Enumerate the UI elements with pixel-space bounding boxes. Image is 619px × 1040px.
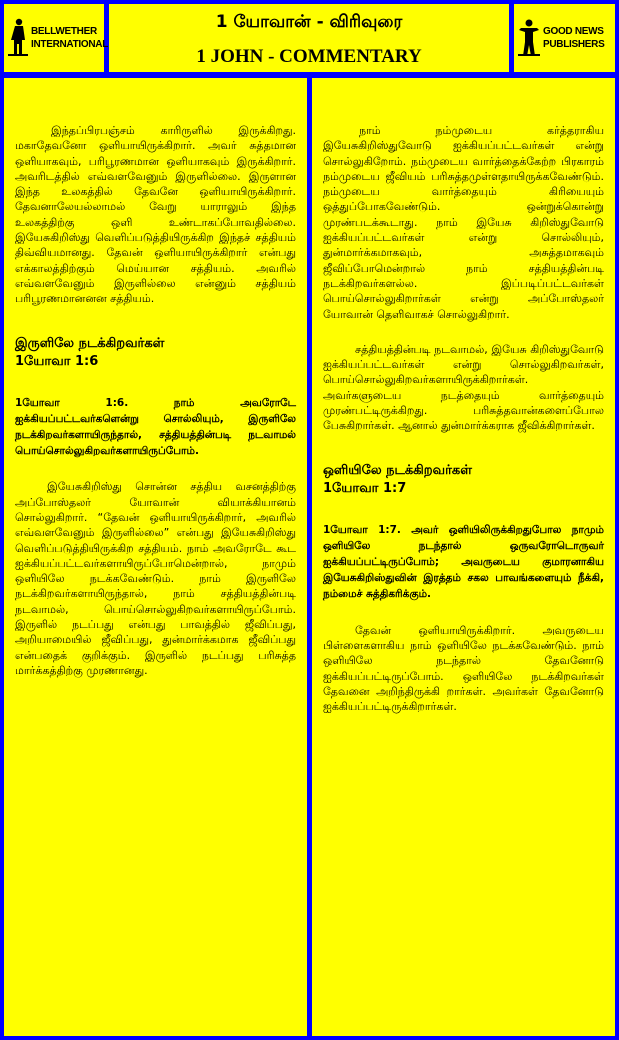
good-news-figure-icon <box>518 18 540 58</box>
right-heading-line2: 1யோவா 1:7 <box>323 480 407 496</box>
good-news-wordmark <box>543 25 604 51</box>
left-paragraph-1: இந்தப்பிரபஞ்சம் காரிருளில் இருக்கிறது. மகாதேவனோ ஒளியாயிருக்கிறார். அவர் சுத்தமான ஒளியாகவும், பரிபூரணமான ஒளியாகவும் இருக்கிறார். அவரிடத்தில் எவ்வளவேனும் இருளில்லை. இருளான இந்த உலகத்தில் தேவனே ஒளியாயிருக்கிறார். தேவனாலேயல்லாமல் வேறு யாராலும் இந்த உலகத்திற்கு ஒளி உண்டாகப்போவதில்லை. இயேசுகிறிஸ்து வெளிப்படுத்தியிருக்கிற இந்தச் சத்தியம் திவ்வியமானது. தேவன் ஒளியாயிருக்கிறார் என்பது எக்காலத்திற்கும் மெய்யான சத்தியம். அவரில் எவ்வளவேனும் இருளில்லை என்னும் சத்தியம் பரிபூரணமானனன சத்தியம். <box>15 124 296 306</box>
bellwether-line2: INTERNATIONAL <box>31 39 109 50</box>
right-heading-line1: ஒளியிலே நடக்கிறவர்கள் <box>323 462 472 478</box>
left-column <box>4 78 307 1036</box>
right-paragraph-3: தேவன் ஒளியாயிருக்கிறார். அவருடைய பிள்ளைகளாகிய நாம் ஒளியிலே நடக்கவேண்டும். நாம் ஒளியிலே நடந்தால் தேவனோடு ஐக்கியப்பட்டிருப்போம். ஒளியிலே நடக்கிறவர்கள் தேவனை அறிந்திருக்கி றார்கள். அவர்கள் தேவனோடு ஐக்கியப்பட்டிருக்கிறார்கள். <box>323 623 604 714</box>
page-title-box <box>109 4 509 72</box>
left-paragraph-2: இயேசுகிறிஸ்து சொன்ன சத்திய வசனத்திற்கு அப்போஸ்தலர் யோவான் வியாக்கியானம் சொல்லுகிறார். “தேவன் ஒளியாயிருக்கிறார், அவரில் எவ்வளவேனும் இருளில்லை” என்பது இயேசுகிறிஸ்து வெளிப்படுத்தியிருக்கிற சத்தியம். நாம் அவரோடே கூட ஐக்கியப்பட்டவர்களாயிருப்போமென்றால், நாமும் ஒளியிலே நடக்கவேண்டும். நாம் இருளிலே நடக்கிறவர்களாயிருந்தால், நாம் சத்தியத்தின்படி நடவாமல், பொய்சொல்லுகிறவர்களாயிருப்போம். இருளில் நடப்பது என்பது பாவத்தில் ஜீவிப்பது, அறியாமையில் ஜீவிப்பது, துன்மார்க்கமாக ஜீவிப்பது என்பதைக் குறிக்கும். இருளில் நடப்பது பரிசுத்த மார்க்கத்திற்கு முரணானது. <box>15 480 296 677</box>
left-heading <box>15 335 296 371</box>
good-news-line2: PUBLISHERS <box>543 39 605 50</box>
left-heading-line2: 1யோவா 1:6 <box>15 353 99 369</box>
good-news-logo <box>514 4 615 72</box>
page-title-tamil: 1 யோவான் - விரிவுரை <box>215 12 403 32</box>
left-heading-line1: இருளிலே நடக்கிறவர்கள் <box>15 335 165 351</box>
right-paragraph-1: நாம் நம்முடைய கர்த்தராகிய இயேசுகிறிஸ்துவோடு ஐக்கியப்பட்டவர்கள் என்று சொல்லுகிறோம். நம்முடைய வார்த்தைக்கேற்ற பிரகாரம் நம்முடைய ஜீவியம் பரிசுத்தமுள்ளதாயிருக்கவேண்டும். நம்முடைய வார்த்தையும் கிரியையும் ஒத்துப்போகவேண்டும். ஒன்றுக்கொன்று முரண்படக்கூடாது. நாம் இயேசு கிறிஸ்துவோடு ஐக்கியப்பட்டவர்கள் என்று சொல்லியும், துன்மார்க்கமாகவும், அசுத்தமாகவும் ஜீவிப்போமென்றால் நாம் சத்தியத்தின்படி நடக்கிறவர்களல்ல. இப்படிப்பட்டவர்கள் பொய்சொல்லுகிறார்கள் என்று அப்போஸ்தலர் யோவான் தெளிவாகச் சொல்லுகிறார். <box>323 124 604 321</box>
right-paragraph-2: சத்தியத்தின்படி நடவாமல், இயேசு கிறிஸ்துவோடு ஐக்கியப்பட்டவர்கள் என்று சொல்லுகிறவர்கள், பொய்சொல்லுகிறவர்களாயிருக்கிறார்கள். அவர்களுடைய நடத்தையும் வார்த்தையும் முரண்பட்டிருக்கிறது. பரிசுத்தவான்களைப்போல பேசுகிறார்கள். ஆனால் துன்மார்க்கராக ஜீவிக்கிறார்கள். <box>323 342 604 433</box>
good-news-line1: GOOD NEWS <box>543 26 604 37</box>
right-verse: 1யோவா 1:7. அவர் ஒளியிலிருக்கிறதுபோல நாமும் ஒளியிலே நடந்தால் ஒருவரோடொருவர் ஐக்கியப்பட்டிருப்போம்; அவருடைய குமாரனாகிய இயேசுகிறிஸ்துவின் இரத்தம் சகல பாவங்களையும் நீக்கி, நம்மைச் சுத்திகரிக்கும். <box>323 523 604 601</box>
right-heading <box>323 462 604 498</box>
bellwether-figure-icon <box>8 18 28 58</box>
bellwether-line1: BELLWETHER <box>31 26 97 37</box>
page-title-english: 1 JOHN - COMMENTARY <box>196 46 422 67</box>
bellwether-logo <box>4 4 109 72</box>
bellwether-wordmark <box>31 25 108 51</box>
left-verse: 1யோவா 1:6. நாம் அவரோடே ஐக்கியப்பட்டவர்களென்று சொல்லியும், இருளிலே நடக்கிறவர்களாயிருந்தால், சத்தியத்தின்படி நடவாமல் பொய்சொல்லுகிறவர்களாயிருப்போம். <box>15 396 296 458</box>
right-column <box>312 78 615 1036</box>
